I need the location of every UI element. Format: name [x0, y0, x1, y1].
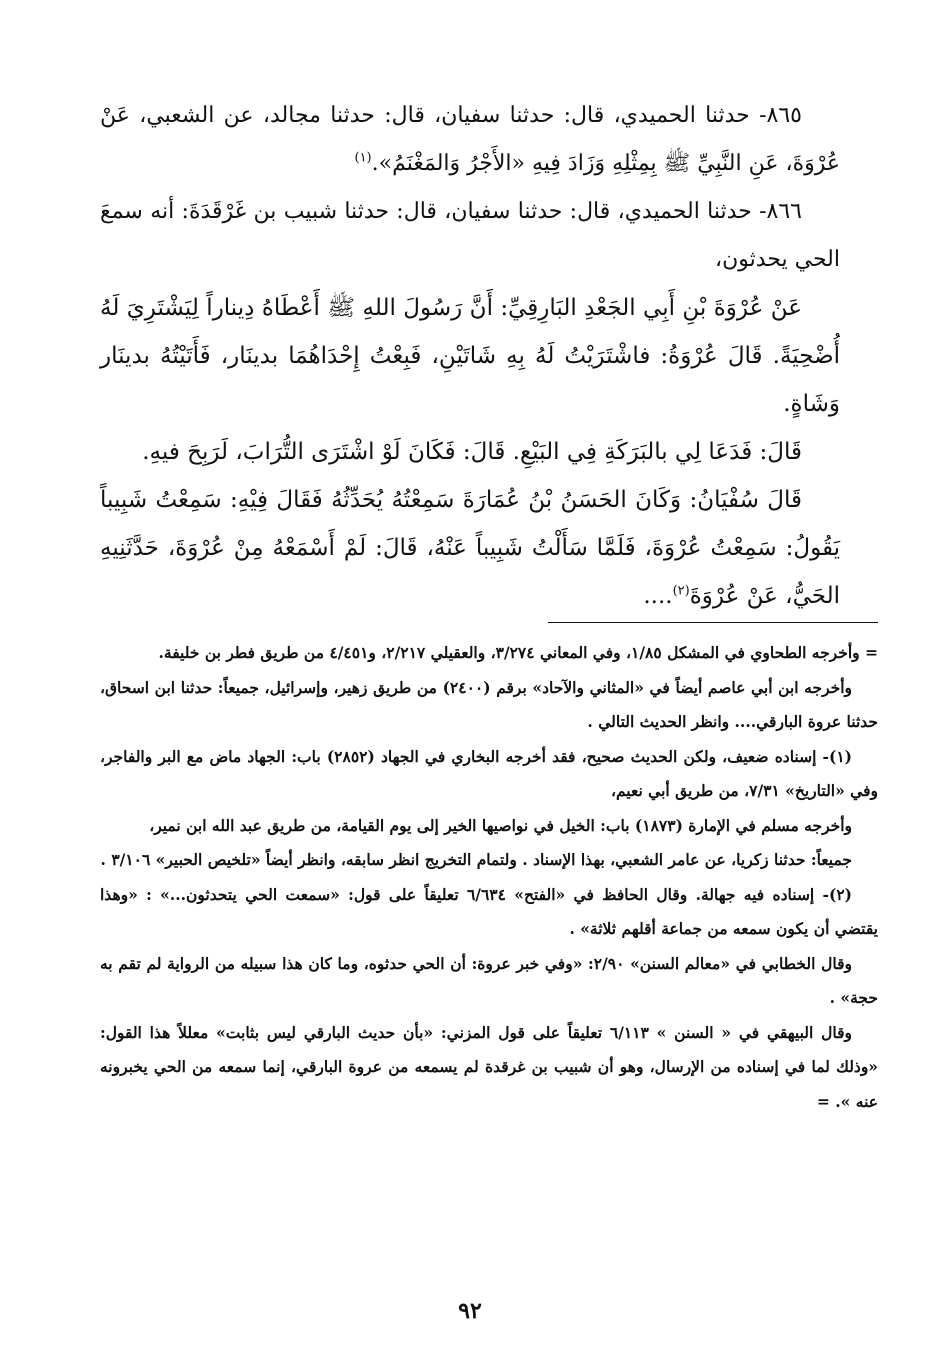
ellipsis: ....	[643, 583, 673, 609]
footnote-ref-2[interactable]: (٢)	[672, 583, 690, 599]
footnote-ref-1[interactable]: (١)	[354, 150, 372, 166]
main-text	[100, 92, 840, 620]
sufyan-text: قَالَ سُفْيَانُ: وَكَانَ الحَسَنُ بْنُ عُمَارَةَ سَمِعْتُهُ يُحَدِّثُهُ فَقَالَ فِيْهِ: سَمِعْتُ شَبِيباً يَقُولُ: سَمِعْتُ عُرْوَةَ، فَلَمَّا سَأَلْتُ شَبِيباً عَنْهُ، قَالَ: لَمْ أَسْمَعْهُ مِنْ عُرْوَةَ، حَدَّثَنِيهِ الحَيُّ، عَنْ عُرْوَةَ	[100, 487, 840, 609]
hadith-866-blessing: قَالَ: فَدَعَا لِي بالبَرَكَةِ فِي البَيْعِ. قَالَ: فَكَانَ لَوْ اشْتَرَى التُّرَابَ، لَرَبِحَ فيهِ.	[142, 439, 802, 465]
hadith-866-isnad: ٨٦٦- حدثنا الحميدي، قال: حدثنا سفيان، قال: حدثنا شبيب بن غَرْقَدَةَ: أنه سمعَ الحي يحدثون،	[100, 199, 840, 272]
footnote-2-khattabi: وقال الخطابي في «معالم السنن» ٢/٩٠: «وفي خبر عروة: أن الحي حدثوه، وما كان هذا سبيله من الرواية لم تقم به حجة» .	[100, 953, 878, 1007]
footnote-continued-2: وأخرجه ابن أبي عاصم أيضاً في «المثاني والآحاد» برقم (٢٤٠٠) من طريق زهير، وإسرائيل، جميعاً: حدثنا ابن اسحاق، حدثنا عروة البارقي.... وانظر الحديث التالي .	[100, 677, 878, 731]
page-number: ٩٢	[458, 1298, 482, 1324]
footnote-1-end: جميعاً: حدثنا زكريا، عن عامر الشعبي، بهذا الإسناد . ولتمام التخريج انظر سابقه، وانظر أيضاً «تلخيص الحبير» ٣/١٠٦ .	[100, 850, 852, 869]
footnote-continued: = وأخرجه الطحاوي في المشكل ١/٨٥، وفي المعاني ٣/٢٧٤، والعقيلي ٢/٢١٧، و٤/٤٥١ من طريق فطر بن خليفة.	[158, 643, 878, 662]
footnote-2: (٢)- إسناده فيه جهالة. وقال الحافظ في «الفتح» ٦/٦٣٤ تعليقاً على قول: «سمعت الحي يتحدثون...» : «وهذا يقتضي أن يكون سمعه من جماعة أقلهم ثلاثة» .	[100, 884, 878, 938]
footnotes	[100, 636, 878, 1119]
hadith-866-sufyan	[100, 476, 840, 620]
footnote-1: (١)- إسناده ضعيف، ولكن الحديث صحيح، فقد أخرجه البخاري في الجهاد (٢٨٥٢) باب: الجهاد ماض مع البر والفاجر، وفي «التاريخ» ٧/٣١، من طريق أبي نعيم،	[100, 746, 878, 800]
hadith-865	[100, 92, 840, 188]
footnote-divider	[548, 622, 878, 623]
hadith-865-text: ٨٦٥- حدثنا الحميدي، قال: حدثنا سفيان، قال: حدثنا مجالد، عن الشعبي، عَنْ عُرْوَةَ، عَنِ النَّبِيِّ ﷺ بِمِثْلِهِ وَزَادَ فِيهِ «الأَجْرُ وَالمَغْنَمُ».	[100, 103, 840, 176]
hadith-866-matn: عَنْ عُرْوَةَ بْنِ أَبِي الجَعْدِ البَارِقِيِّ: أَنَّ رَسُولَ اللهِ ﷺ أَعْطَاهُ دِيناراً لِيَشْتَرِيَ لَهُ أُضْحِيَةً. قَالَ عُرْوَةُ: فاشْتَرَيْتُ لَهُ بِهِ شَاتَيْنِ، فَبِعْتُ إِحْدَاهُمَا بدينَار، فَأَتَيْتُهُ بدينَار وَشَاةٍ.	[100, 295, 840, 417]
footnote-1-muslim: وأخرجه مسلم في الإمارة (١٨٧٣) باب: الخيل في نواصيها الخير إلى يوم القيامة، من طريق عبد الله ابن نمير،	[149, 815, 852, 835]
footnote-2-bayhaqi: وقال البيهقي في « السنن » ٦/١١٣ تعليقاً على قول المزني: «بأن حديث البارقي ليس بثابت» معللاً هذا القول: «وذلك لما في إسناده من الإرسال، وهو أن شبيب بن غرقدة لم يسمعه من عروة البارقي، إنما سمعه من الحي يخبرونه عنه ». =	[100, 1022, 878, 1111]
